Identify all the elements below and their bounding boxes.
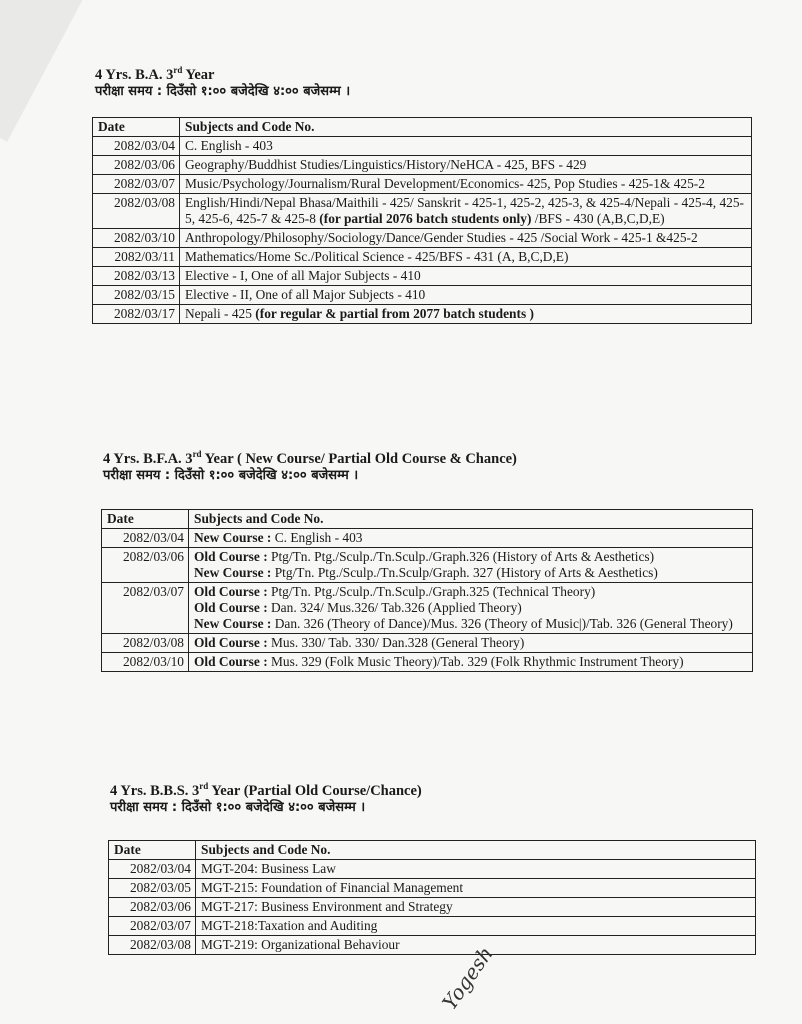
subject-cell: MGT-217: Business Environment and Strategy [196,898,756,917]
subject-cell: C. English - 403 [180,137,752,156]
subject-cell: Old Course : Ptg/Tn. Ptg./Sculp./Tn.Sculp./Graph.326 (History of Arts & Aesthetics) New Course : Ptg/Tn. Ptg./Sculp./Tn.Sculp/Graph. 327 (History of Arts & Aesthetics) [189,548,753,583]
date-header: Date [102,510,189,529]
table-row [102,653,753,672]
subject-cell: Old Course : Mus. 330/ Tab. 330/ Dan.328 (General Theory) [189,634,753,653]
date-cell: 2082/03/04 [109,860,196,879]
section-title: 4 Yrs. B.A. 3rd Year [95,65,215,83]
section-title: 4 Yrs. B.B.S. 3rd Year (Partial Old Course/Chance) [110,781,422,799]
date-header: Date [109,841,196,860]
bfa-schedule-table [101,509,753,672]
date-cell: 2082/03/06 [102,548,189,583]
date-cell: 2082/03/05 [109,879,196,898]
subject-cell: Nepali - 425 (for regular & partial from 2077 batch students ) [180,305,752,324]
table-row [109,936,756,955]
subject-cell: Old Course : Mus. 329 (Folk Music Theory)/Tab. 329 (Folk Rhythmic Instrument Theory) [189,653,753,672]
date-cell: 2082/03/06 [93,156,180,175]
table-header-row [109,841,756,860]
subjects-header: Subjects and Code No. [189,510,753,529]
subject-cell: Elective - I, One of all Major Subjects - 410 [180,267,752,286]
table-row [93,137,752,156]
subject-cell: New Course : C. English - 403 [189,529,753,548]
date-cell: 2082/03/07 [102,583,189,634]
date-cell: 2082/03/07 [93,175,180,194]
table-row [93,175,752,194]
section-bbs-heading [110,778,422,816]
table-row [93,286,752,305]
date-header: Date [93,118,180,137]
section-ba-heading [95,62,350,100]
date-cell: 2082/03/07 [109,917,196,936]
table-row [93,267,752,286]
table-row [93,194,752,229]
ba-schedule-table [92,117,752,324]
table-row [93,156,752,175]
date-cell: 2082/03/13 [93,267,180,286]
date-cell: 2082/03/08 [102,634,189,653]
subjects-header: Subjects and Code No. [180,118,752,137]
subject-cell: Music/Psychology/Journalism/Rural Development/Economics- 425, Pop Studies - 425-1& 425-2 [180,175,752,194]
table-row [93,305,752,324]
table-row [109,898,756,917]
subject-cell: MGT-215: Foundation of Financial Management [196,879,756,898]
table-row [102,548,753,583]
table-row [93,248,752,267]
subject-cell: Elective - II, One of all Major Subjects - 410 [180,286,752,305]
date-cell: 2082/03/04 [93,137,180,156]
date-cell: 2082/03/10 [93,229,180,248]
date-cell: 2082/03/04 [102,529,189,548]
table-row [93,229,752,248]
subject-cell: Geography/Buddhist Studies/Linguistics/History/NeHCA - 425, BFS - 429 [180,156,752,175]
date-cell: 2082/03/08 [109,936,196,955]
table-row [109,879,756,898]
table-row [109,860,756,879]
exam-time: परीक्षा समय : दिउँसो १:०० बजेदेखि ४:०० बजेसम्म । [103,467,359,483]
bbs-schedule-table [108,840,756,955]
page-corner-shadow [0,0,82,142]
table-row [102,634,753,653]
subject-cell: MGT-218:Taxation and Auditing [196,917,756,936]
table-header-row [102,510,753,529]
date-cell: 2082/03/10 [102,653,189,672]
subject-cell: Anthropology/Philosophy/Sociology/Dance/Gender Studies - 425 /Social Work - 425-1 &425-2 [180,229,752,248]
table-header-row [93,118,752,137]
subject-cell: MGT-204: Business Law [196,860,756,879]
subject-cell: Mathematics/Home Sc./Political Science - 425/BFS - 431 (A, B,C,D,E) [180,248,752,267]
handwritten-signature: Yogesh [437,941,498,1015]
date-cell: 2082/03/11 [93,248,180,267]
table-row [109,917,756,936]
table-row [102,529,753,548]
subject-cell: Old Course : Ptg/Tn. Ptg./Sculp./Tn.Sculp./Graph.325 (Technical Theory) Old Course : Dan. 324/ Mus.326/ Tab.326 (Applied Theory) New Course : Dan. 326 (Theory of Dance)/Mus. 326 (Theory of Music|)/Tab. 326 (General Theory) [189,583,753,634]
subject-cell: MGT-219: Organizational Behaviour [196,936,756,955]
exam-time: परीक्षा समय : दिउँसो १:०० बजेदेखि ४:०० बजेसम्म । [95,83,351,99]
date-cell: 2082/03/08 [93,194,180,229]
date-cell: 2082/03/17 [93,305,180,324]
exam-time: परीक्षा समय : दिउँसो १:०० बजेदेखि ४:०० बजेसम्म । [110,799,366,815]
section-bfa-heading [103,446,517,484]
subjects-header: Subjects and Code No. [196,841,756,860]
section-title: 4 Yrs. B.F.A. 3rd Year ( New Course/ Partial Old Course & Chance) [103,449,517,467]
date-cell: 2082/03/06 [109,898,196,917]
subject-cell: English/Hindi/Nepal Bhasa/Maithili - 425/ Sanskrit - 425-1, 425-2, 425-3, & 425-4/Nepali - 425-4, 425-5, 425-6, 425-7 & 425-8 (for partial 2076 batch students only) /BFS - 430 (A,B,C,D,E) [180,194,752,229]
table-row [102,583,753,634]
date-cell: 2082/03/15 [93,286,180,305]
